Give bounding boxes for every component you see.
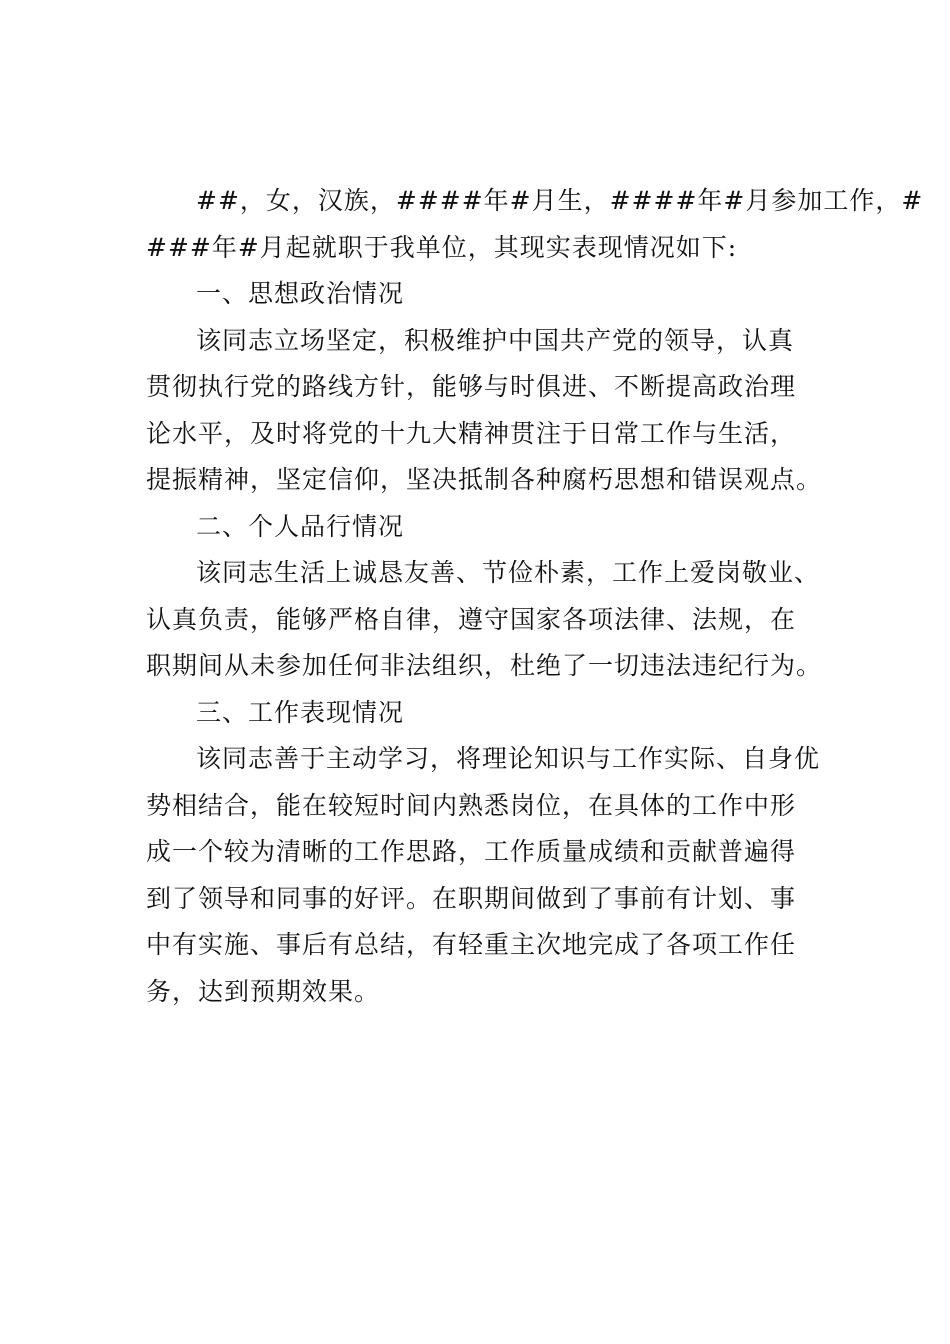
work-paragraph-line-5: 中有实施、事后有总结，有轻重主次地完成了各项工作任 — [146, 930, 797, 959]
work-paragraph-line-3: 成一个较为清晰的工作思路，工作质量成绩和贡献普遍得 — [146, 837, 797, 866]
section-heading-conduct: 二、个人品行情况 — [196, 511, 405, 541]
section-heading-political: 一、思想政治情况 — [196, 279, 405, 308]
political-paragraph-line-3: 论水平，及时将党的十九大精神贯注于日常工作与生活， — [146, 418, 797, 448]
work-paragraph-line-6: 务，达到预期效果。 — [146, 976, 381, 1006]
intro-line-1: ##，女，汉族，####年#月生，####年#月参加工作，# — [196, 186, 924, 215]
document-body — [146, 178, 924, 1015]
work-paragraph-line-1: 该同志善于主动学习，将理论知识与工作实际、自身优 — [196, 744, 821, 773]
intro-line-2: ###年#月起就职于我单位，其现实表现情况如下: — [146, 232, 738, 262]
political-paragraph-line-2: 贯彻执行党的路线方针，能够与时俱进、不断提高政治理 — [146, 372, 797, 401]
section-heading-work: 三、工作表现情况 — [196, 697, 405, 727]
political-paragraph-line-1: 该同志立场坚定，积极维护中国共产党的领导，认真 — [196, 325, 795, 355]
work-paragraph-line-4: 到了领导和同事的好评。在职期间做到了事前有计划、事 — [146, 883, 797, 913]
conduct-paragraph-line-2: 认真负责，能够严格自律，遵守国家各项法律、法规，在 — [146, 604, 797, 634]
work-paragraph-line-2: 势相结合，能在较短时间内熟悉岗位，在具体的工作中形 — [146, 790, 797, 820]
conduct-paragraph-line-3: 职期间从未参加任何非法组织，杜绝了一切违法违纪行为。 — [146, 651, 823, 680]
political-paragraph-line-4: 提振精神，坚定信仰，坚决抵制各种腐朽思想和错误观点。 — [146, 465, 823, 494]
conduct-paragraph-line-1: 该同志生活上诚恳友善、节俭朴素，工作上爱岗敬业、 — [196, 558, 821, 587]
